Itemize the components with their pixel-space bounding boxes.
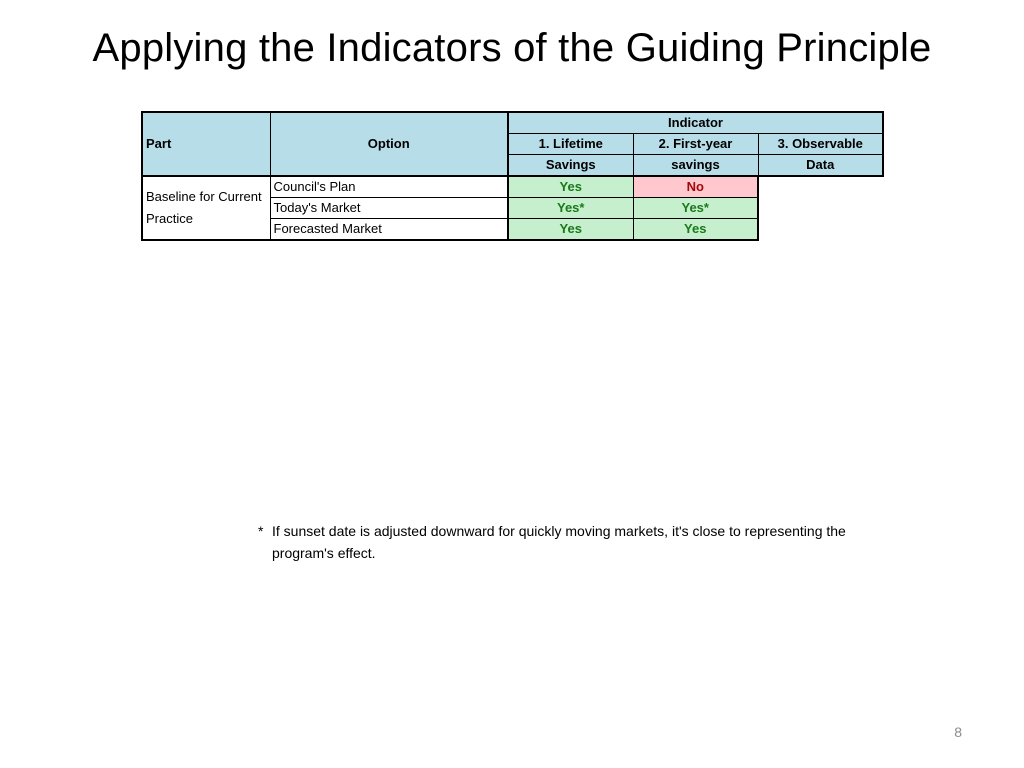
lifetime-cell: Yes <box>508 176 633 198</box>
observable-cell <box>758 176 883 198</box>
header-indicator-2-line2: savings <box>633 155 758 177</box>
lifetime-cell: Yes <box>508 219 633 241</box>
option-cell: Council's Plan <box>270 176 508 198</box>
indicator-table <box>141 111 884 241</box>
header-part: Part <box>142 112 270 176</box>
option-cell: Forecasted Market <box>270 219 508 241</box>
first-year-cell: No <box>633 176 758 198</box>
table-header-row-1 <box>142 112 883 134</box>
header-option: Option <box>270 112 508 176</box>
header-indicator-3-line1: 3. Observable <box>758 134 883 155</box>
observable-cell <box>758 219 883 241</box>
footnote-marker: * <box>258 523 264 539</box>
footnote-text: If sunset date is adjusted downward for quickly moving markets, it's close to representing the program's effect. <box>272 523 846 561</box>
first-year-cell: Yes* <box>633 198 758 219</box>
first-year-cell: Yes <box>633 219 758 241</box>
lifetime-cell: Yes* <box>508 198 633 219</box>
header-indicator-1-line1: 1. Lifetime <box>508 134 633 155</box>
header-indicator-3-line2: Data <box>758 155 883 177</box>
part-cell: Baseline for Current Practice <box>142 176 270 240</box>
header-indicator: Indicator <box>508 112 883 134</box>
page-number: 8 <box>954 724 962 740</box>
observable-cell <box>758 198 883 219</box>
table-row <box>142 176 883 198</box>
slide-title: Applying the Indicators of the Guiding Principle <box>92 26 932 70</box>
footnote <box>258 520 878 564</box>
header-indicator-2-line1: 2. First-year <box>633 134 758 155</box>
header-indicator-1-line2: Savings <box>508 155 633 177</box>
option-cell: Today's Market <box>270 198 508 219</box>
